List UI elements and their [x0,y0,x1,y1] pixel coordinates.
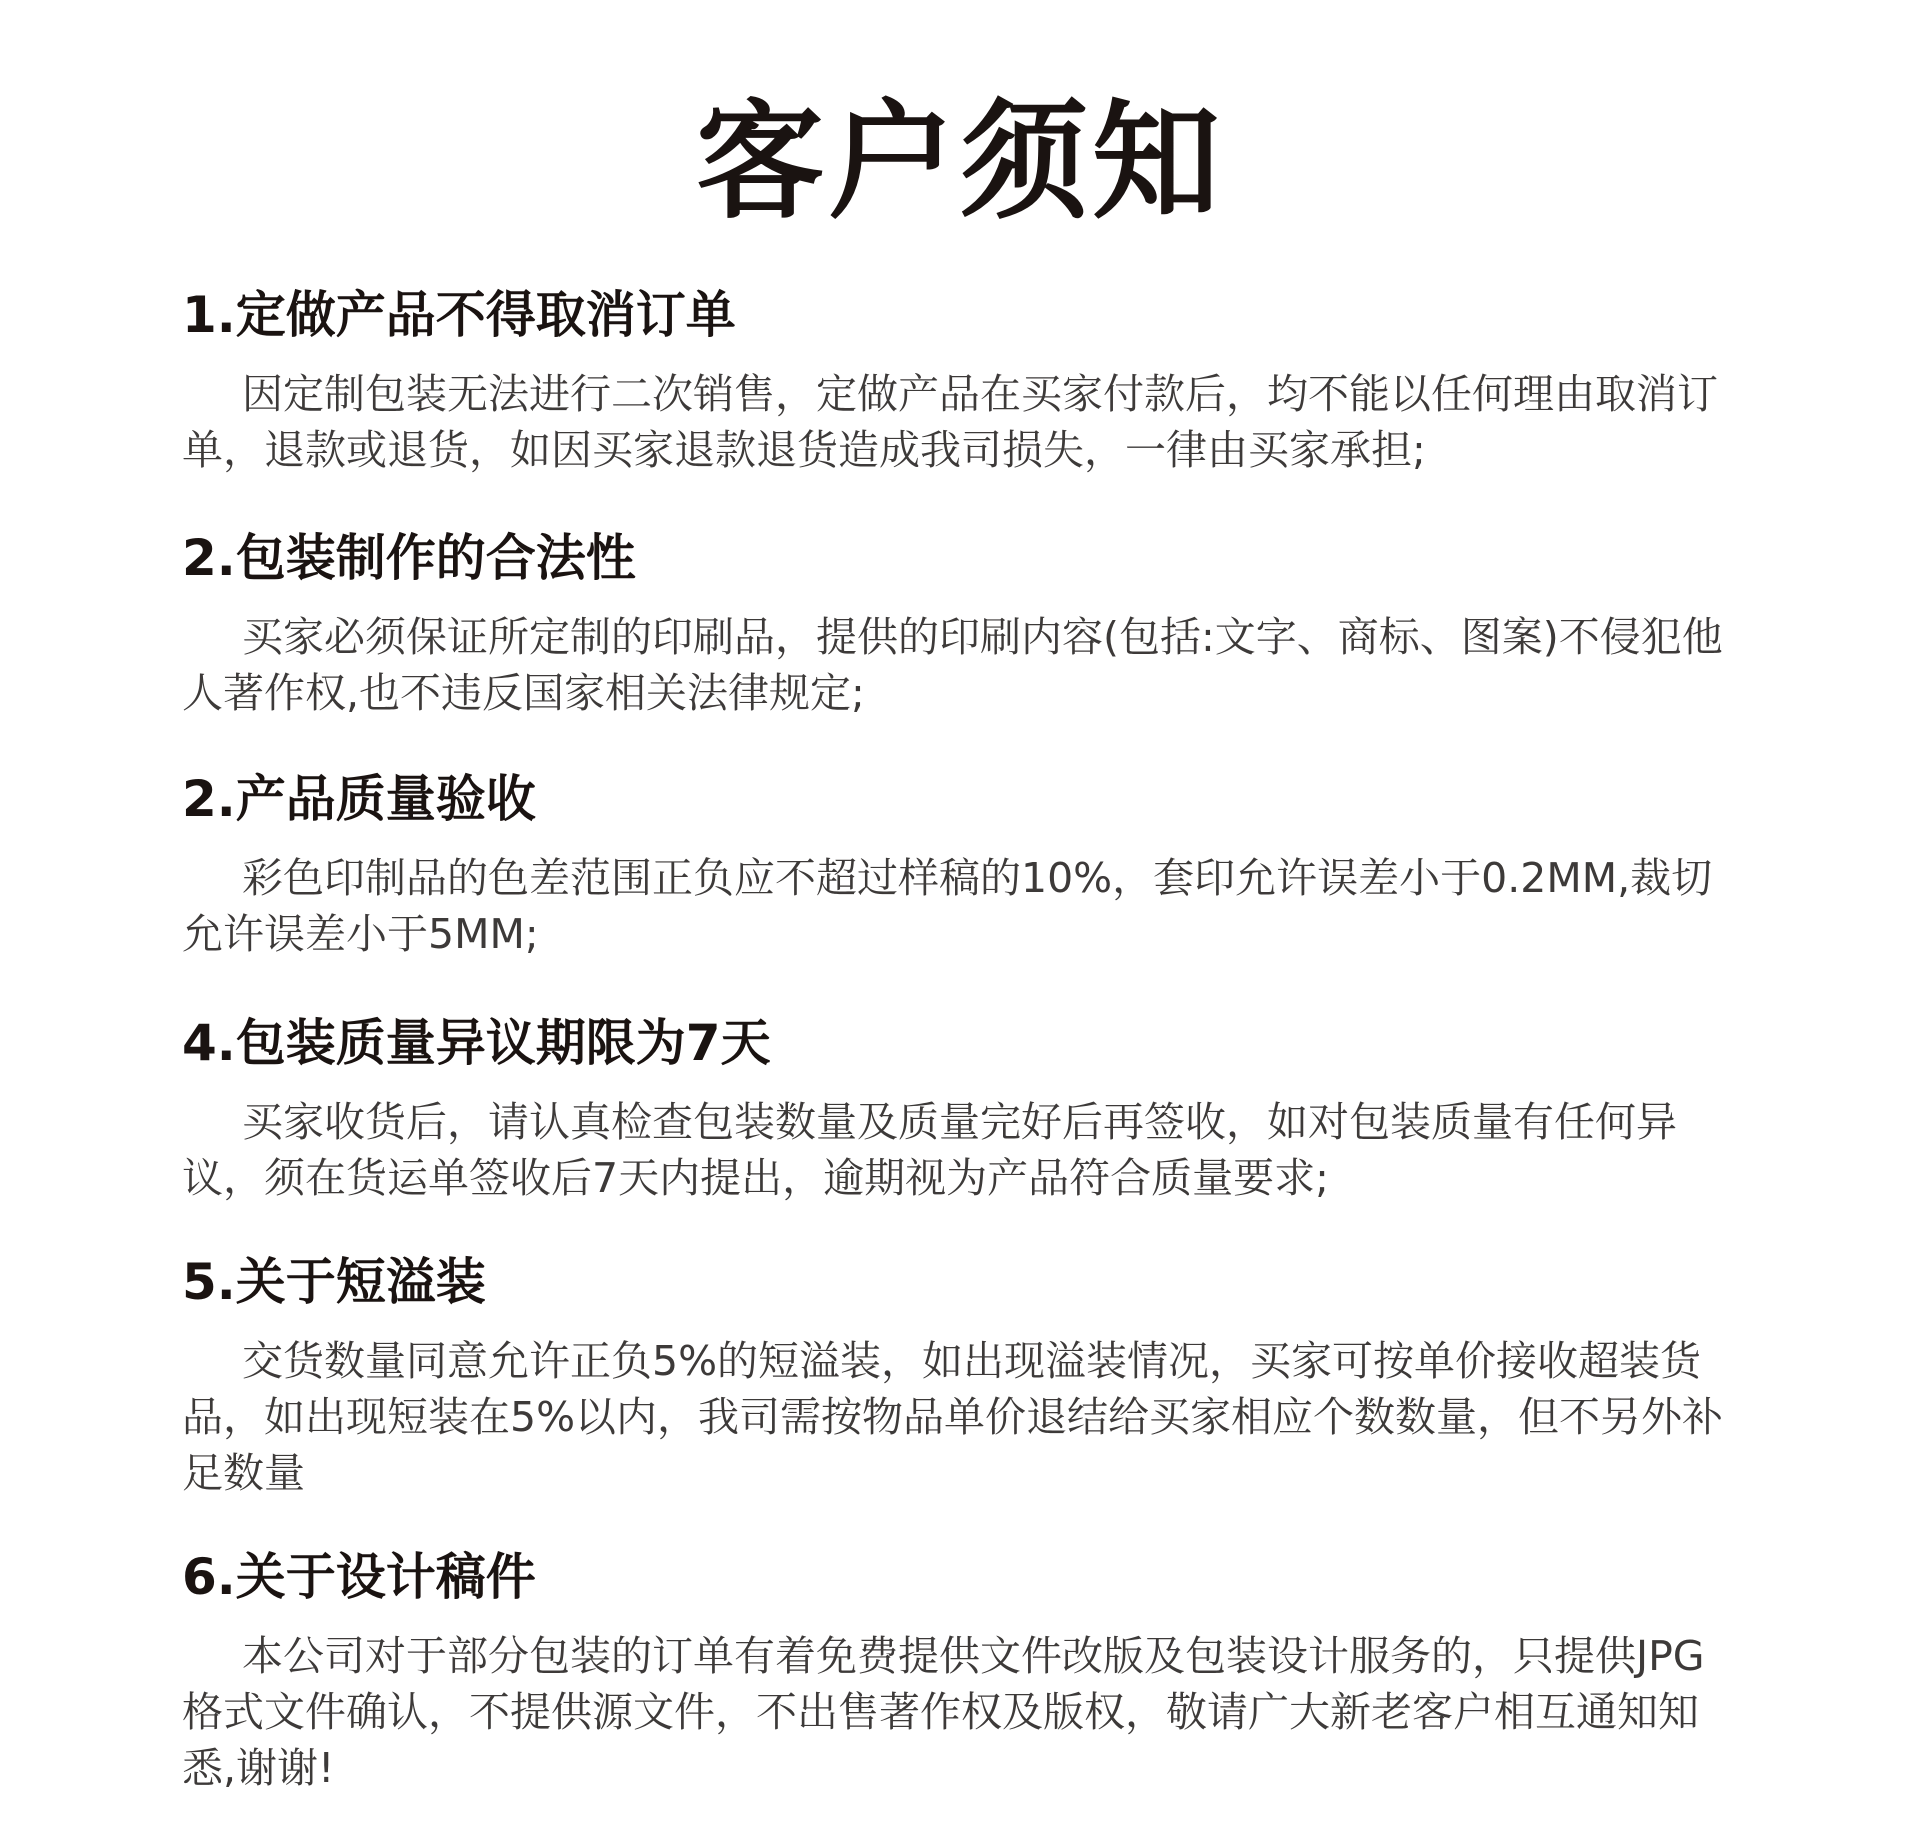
section-body: 因定制包装无法进行二次销售，定做产品在买家付款后，均不能以任何理由取消订单，退款或退货，如因买家退款退货造成我司损失，一律由买家承担; [182,370,1718,474]
section-heading: 2.产品质量验收 [182,770,536,828]
section-5 [182,1251,1742,1501]
section-3 [182,768,1742,962]
section-1 [182,284,1742,478]
section-body: 交货数量同意允许正负5%的短溢装，如出现溢装情况，买家可按单价接收超装货品，如出现短装在5%以内，我司需按物品单价退结给买家相应个数数量，但不另外补足数量 [182,1337,1724,1497]
section-body: 本公司对于部分包装的订单有着免费提供文件改版及包装设计服务的，只提供JPG格式文件确认，不提供源文件，不出售著作权及版权，敬请广大新老客户相互通知知悉,谢谢! [182,1632,1705,1792]
section-body: 买家收货后，请认真检查包装数量及质量完好后再签收，如对包装质量有任何异议，须在货运单签收后7天内提出，逾期视为产品符合质量要求; [182,1098,1677,1202]
section-body: 买家必须保证所定制的印刷品，提供的印刷内容(包括:文字、商标、图案)不侵犯他人著作权,也不违反国家相关法律规定; [182,613,1723,717]
section-heading: 4.包装质量异议期限为7天 [182,1014,771,1072]
section-heading: 1.定做产品不得取消订单 [182,286,736,344]
page-title: 客户须知 [695,88,1224,237]
section-6 [182,1546,1742,1796]
section-heading: 5.关于短溢装 [182,1253,486,1311]
section-4 [182,1012,1742,1206]
section-body: 彩色印制品的色差范围正负应不超过样稿的10%，套印允许误差小于0.2MM,裁切允许误差小于5MM; [182,854,1713,958]
section-2 [182,527,1742,721]
section-heading: 6.关于设计稿件 [182,1548,536,1606]
section-heading: 2.包装制作的合法性 [182,529,636,587]
